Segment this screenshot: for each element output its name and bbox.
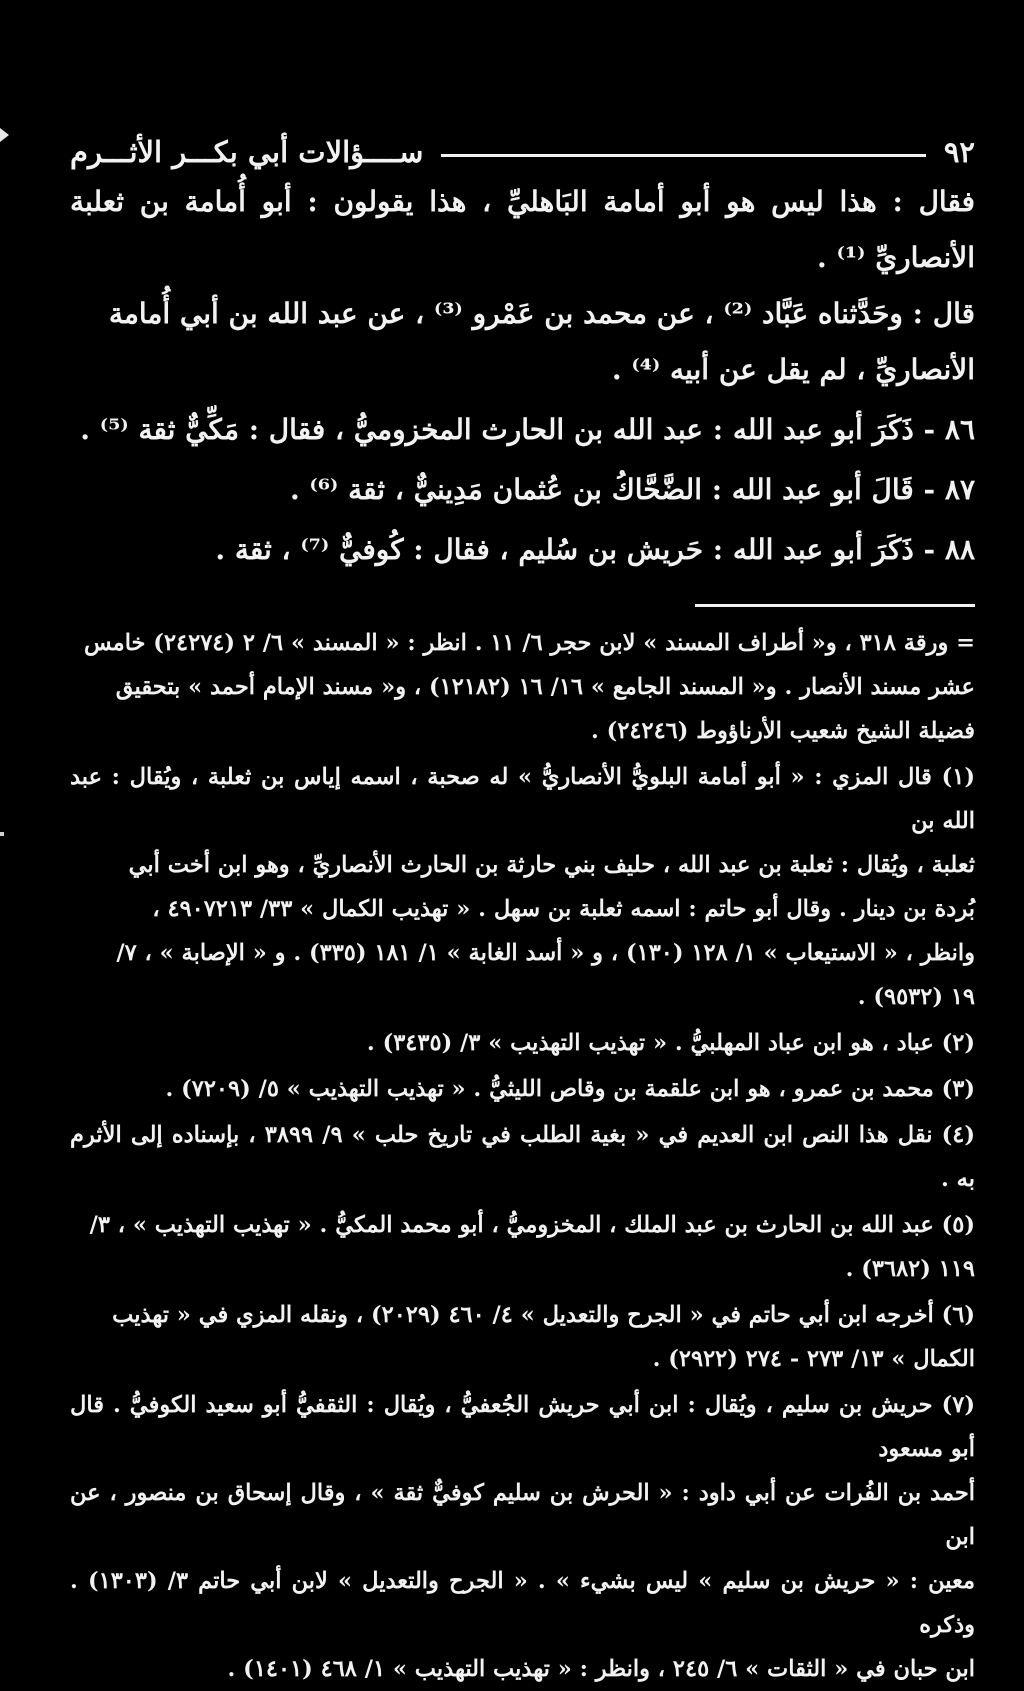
footnote-continuation-line: = ورقة ٣١٨ ، و« أطراف المسند » لابن حجر ٦/ ١١ . انظر : « المسند » ٦/ ٢ (٢٤٢٧٤) خامس [83, 630, 975, 656]
main-line: الأنصاريِّ ، لم يقل عن أبيه ⁽⁴⁾ . [611, 353, 975, 386]
footnote-7-line: ابن حبان في « الثقات » ٦/ ٢٤٥ ، وانظر : « تهذيب التهذيب » ١/ ٤٦٨ (١٤٠١) . [227, 1656, 975, 1682]
entry-86: ٨٦ - ذَكَرَ أبو عبد الله : عبد الله بن الحارث المخزوميُّ ، فقال : مَكِّيٌّ ثقة ⁽⁵⁾ . [80, 413, 975, 446]
footnotes [70, 621, 975, 1691]
entry-88: ٨٨ - ذَكَرَ أبو عبد الله : حَريش بن سُليم ، فقال : كُوفيٌّ ⁽⁷⁾ ، ثقة . [215, 533, 975, 566]
footnote-6-line: الكمال » ١٣/ ٢٧٣ - ٢٧٤ (٢٩٢٢) . [652, 1346, 975, 1372]
footnote-3: (٣) محمد بن عمرو ، هو ابن علقمة بن وقاص الليثيُّ . « تهذيب التهذيب » ٥/ (٧٢٠٩) . [165, 1076, 975, 1102]
page-number: ٩٢ [943, 135, 975, 169]
footnote-5: (٥) عبد الله بن الحارث بن عبد الملك ، المخزوميُّ ، أبو محمد المكيُّ . « تهذيب التهذيب » ، ٣/ [89, 1212, 975, 1238]
footnote-2: (٢) عباد ، هو ابن عباد المهلبيُّ . « تهذيب التهذيب » ٣/ (٣٤٣٥) . [366, 1030, 975, 1056]
footnote-1-line: وانظر ، « الاستيعاب » ١/ ١٢٨ (١٣٠) ، و « أسد الغابة » ١/ ١٨١ (٣٣٥) . و « الإصابة » ، ٧/ [116, 940, 975, 966]
header-rule [441, 154, 925, 157]
entry-87: ٨٧ - قَالَ أبو عبد الله : الضَّحَّاكُ بن عُثمان مَدِينيٌّ ، ثقة ⁽⁶⁾ . [289, 473, 975, 506]
footnote-1-line: بُردة بن دينار . وقال أبو حاتم : اسمه ثعلبة بن سهل . « تهذيب الكمال » ٣٣/ ٤٩٠٧٢١٣ ، [152, 896, 975, 922]
main-text [70, 174, 975, 578]
footnote-7-line: معين : « حريش بن سليم » ليس بشيء » . « الجرح والتعديل » لابن أبي حاتم ٣/ (١٣٠٣) . وذكره [70, 1568, 975, 1638]
footnote-7: (٧) حريش بن سليم ، ويُقال : ابن أبي حريش الجُعفيُّ ، ويُقال : الثقفيُّ أبو سعيد الكوفيُّ . قال أبو مسعود [70, 1392, 975, 1462]
book-title: ســــؤالات أبي بكـــر الأثـــرم [70, 135, 424, 169]
footnote-divider [695, 604, 975, 607]
footnote-1-line: ثعلبة ، ويُقال : ثعلبة بن عبد الله ، حليف بني حارثة بن الحارث الأنصاريِّ ، وهو ابن أخت أبي [128, 852, 975, 878]
footnote-6: (٦) أخرجه ابن أبي حاتم في « الجرح والتعديل » ٤/ ٤٦٠ (٢٠٢٩) ، ونقله المزي في « تهذيب [112, 1302, 975, 1328]
footnote-1-line: ١٩ (٩٥٣٢) . [857, 984, 975, 1010]
footnote-continuation-line: فضيلة الشيخ شعيب الأرناؤوط (٢٤٢٤٦) . [591, 718, 975, 744]
page-edge-arrow [0, 128, 9, 142]
main-line: قال : وحَدَّثناه عَبَّاد ⁽²⁾ ، عن محمد بن عَمْرو ⁽³⁾ ، عن عبد الله بن أبي أُمامة [108, 297, 975, 330]
main-line: فقال : هذا ليس هو أبو أمامة البَاهليِّ ، هذا يقولون : أبو أُمامة بن ثعلبة الأنصاريِّ ⁽¹⁾ . [70, 185, 975, 274]
footnote-5-line: ١١٩ (٣٦٨٢) . [845, 1256, 975, 1282]
footnote-4: (٤) نقل هذا النص ابن العديم في « بغية الطلب في تاريخ حلب » ٩/ ٣٨٩٩ ، بإسناده إلى الأثرم به . [70, 1122, 975, 1192]
page-edge-dot [0, 832, 4, 836]
footnote-1: (١) قال المزي : « أبو أمامة البلويُّ الأنصاريُّ » له صحبة ، اسمه إياس بن ثعلبة ، ويُقال : عبد الله بن [70, 764, 975, 834]
book-page [70, 130, 975, 1691]
footnote-continuation-line: عشر مسند الأنصار . و« المسند الجامع » ١٦/ ١٦ (١٢١٨٢) ، و« مسند الإمام أحمد » بتحقيق [115, 674, 975, 700]
running-head [70, 130, 975, 174]
footnote-7-line: أحمد بن الفُرات عن أبي داود : « الحرش بن سليم كوفيٌّ ثقة » ، وقال إسحاق بن منصور ، عن ابن [70, 1480, 975, 1550]
